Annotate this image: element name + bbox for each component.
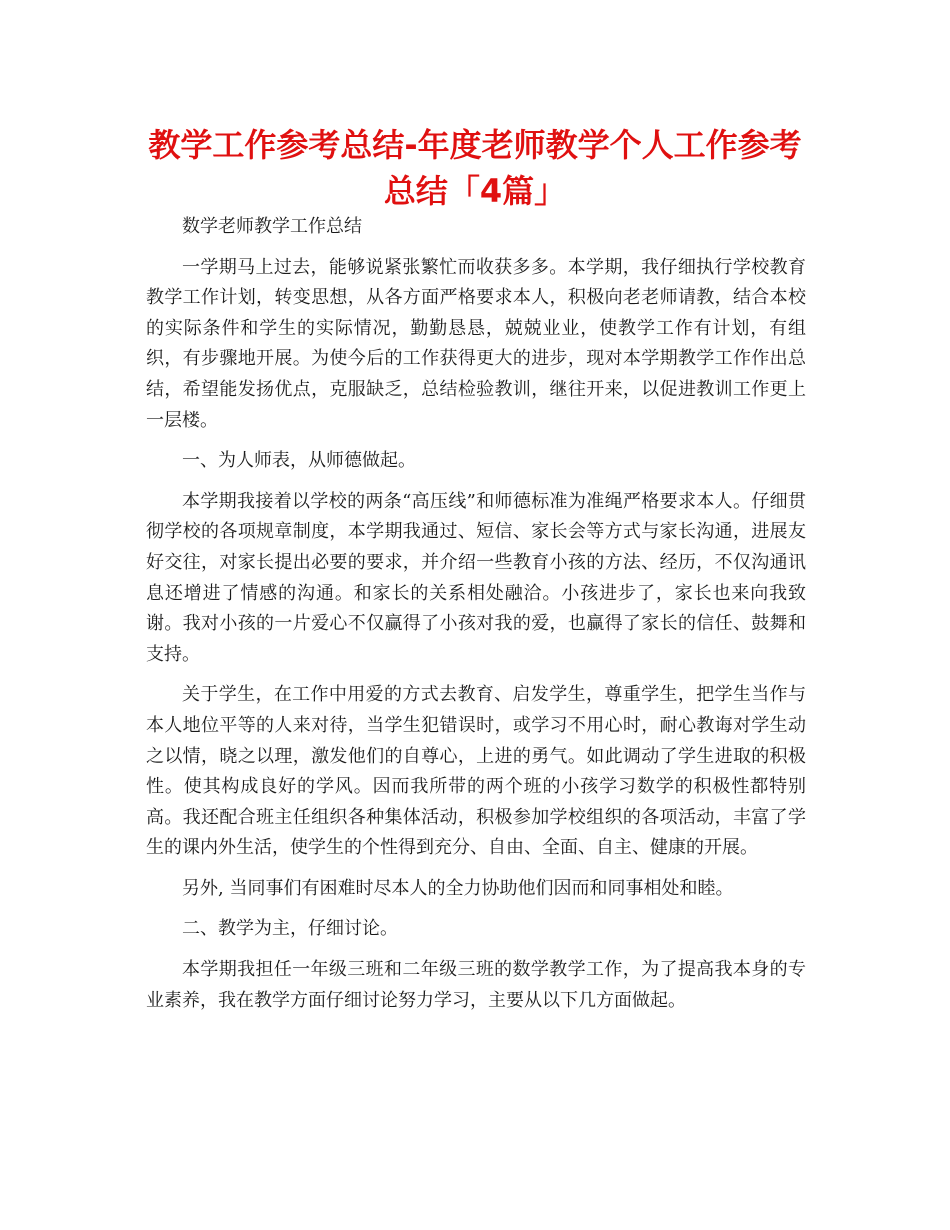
paragraph-intro: 一学期马上过去，能够说紧张繁忙而收获多多。本学期，我仔细执行学校教育教学工作计划，转变思想，从各方面严格要求本人，积极向老老师请教，结合本校的实际条件和学生的实际情况，勤勤恳恳，兢兢业业，使教学工作有计划，有组织，有步骤地开展。为使今后的工作获得更大的进步，现对本学期教学工作作出总结，希望能发扬优点，克服缺乏，总结检验教训，继往开来，以促进教训工作更上一层楼。 xyxy=(146,256,806,431)
paragraph-teaching: 本学期我担任一年级三班和二年级三班的数学教学工作，为了提高我本身的专业素养，我在教学方面仔细讨论努力学习，主要从以下几方面做起。 xyxy=(146,959,806,1011)
section-heading-teaching: 二、教学为主，仔细讨论。 xyxy=(182,918,398,940)
paragraph-ethics: 本学期我接着以学校的两条“高压线”和师德标准为准绳严格要求本人。仔细贯彻学校的各项规章制度，本学期我通过、短信、家长会等方式与家长沟通，进展友好交往，对家长提出必要的要求，并介绍一些教育小孩的方法、经历，不仅沟通讯息还增进了情感的沟通。和家长的关系相处融洽。小孩进步了，家长也来向我致谢。我对小孩的一片爱心不仅赢得了小孩对我的爱，也赢得了家长的信任、鼓舞和支持。 xyxy=(146,490,806,665)
section-heading-ethics: 一、为人师表，从师德做起。 xyxy=(182,450,416,472)
section-heading-math-teacher-summary: 数学老师教学工作总结 xyxy=(182,216,362,237)
document-title: 教学工作参考总结-年度老师教学个人工作参考总结「4篇」 xyxy=(148,126,802,210)
paragraph-students: 关于学生，在工作中用爱的方式去教育、启发学生，尊重学生，把学生当作与本人地位平等的人来对待，当学生犯错误时，或学习不用心时，耐心教诲对学生动之以情，晓之以理，激发他们的自尊心，上进的勇气。如此调动了学生进取的积极性。使其构成良好的学风。因而我所带的两个班的小孩学习数学的积极性都特别高。我还配合班主任组织各种集体活动，积极参加学校组织的各项活动，丰富了学生的课内外生活，使学生的个性得到充分、自由、全面、自主、健康的开展。 xyxy=(146,684,806,859)
paragraph-colleagues: 另外, 当同事们有困难时尽本人的全力协助他们因而和同事相处和睦。 xyxy=(182,877,734,899)
document-body xyxy=(146,212,806,1026)
